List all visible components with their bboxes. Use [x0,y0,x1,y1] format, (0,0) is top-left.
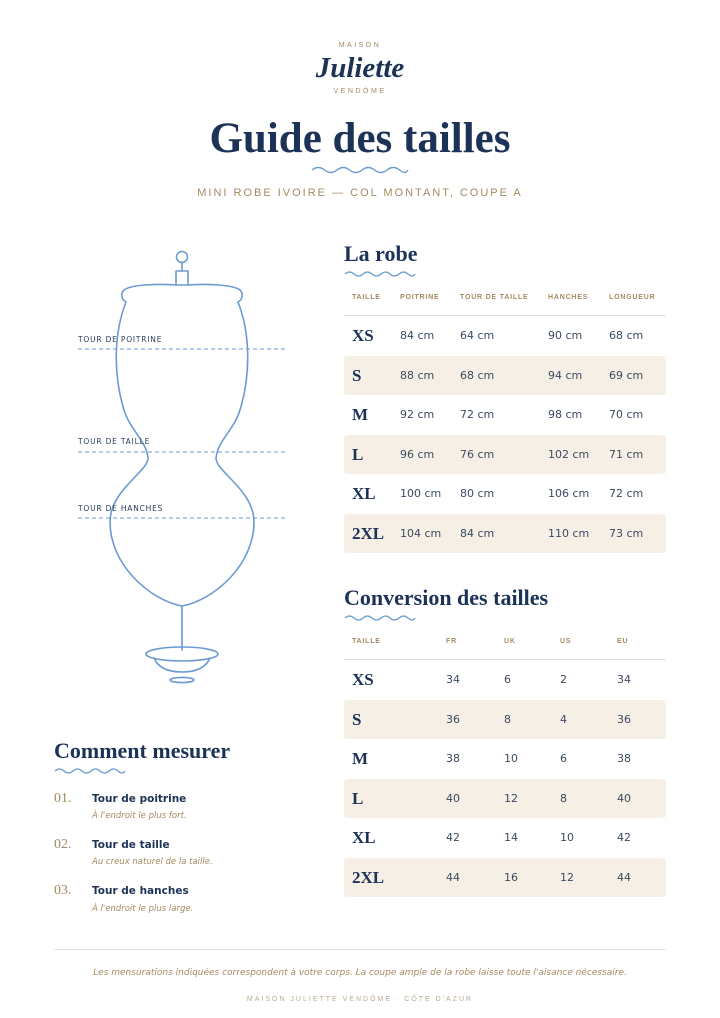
dress-title-wave [344,269,416,279]
fr-cell: 42 [446,831,460,844]
table-row [344,739,666,779]
col-header-size: TAILLE [352,294,381,301]
title-wave-decoration [310,164,410,176]
length-cell: 73 cm [609,526,644,540]
brand-top: MAISON [338,42,382,49]
step-description: Au creux naturel de la taille. [92,857,213,867]
length-cell: 72 cm [609,487,644,500]
bust-cell: 100 cm [400,487,442,500]
table-header [344,624,666,660]
page-title: Guide des tailles [209,115,511,162]
col-header-fr: FR [446,638,457,645]
bust-cell: 96 cm [400,447,435,461]
hips-cell: 106 cm [548,487,590,500]
length-cell: 69 cm [609,368,644,382]
table-row [344,858,666,898]
footer-divider [54,949,666,950]
footer-brand: MAISON JULIETTE VENDÔME · CÔTE D'AZUR [246,996,474,1003]
uk-cell: 10 [504,752,518,765]
hips-cell: 98 cm [548,408,583,421]
col-header-eu: EU [617,638,629,645]
conversion-table [344,624,666,897]
length-cell: 71 cm [609,447,644,461]
step-title: Tour de taille [92,839,170,851]
col-header-length: LONGUEUR [609,294,656,301]
size-cell: L [352,788,364,808]
size-cell: L [352,444,364,464]
size-cell: M [352,749,369,768]
table-row [344,356,666,396]
bust-cell: 92 cm [400,408,435,421]
table-row [344,395,666,435]
col-header-size: TAILLE [352,638,381,645]
conversion-title-wave [344,613,416,623]
hips-cell: 110 cm [548,526,590,540]
step-description: À l'endroit le plus large. [92,904,194,914]
footer-note: Les mensurations indiquées correspondent à votre corps. La coupe ample de la robe laisse toute l'aisance nécessaire. [93,968,627,978]
waist-cell: 80 cm [460,487,495,500]
us-cell: 12 [560,870,574,884]
bust-cell: 84 cm [400,329,435,342]
size-cell: XS [352,670,374,689]
conversion-table-title: Conversion des tailles [344,585,549,610]
step-number: 02. [54,837,72,852]
dress-size-table [344,280,666,553]
dress-table-title: La robe [344,241,418,266]
waist-label: TOUR DE TAILLE [78,437,151,446]
col-header-bust: POITRINE [400,294,440,301]
waist-cell: 68 cm [460,368,495,382]
hips-cell: 90 cm [548,329,583,342]
table-row [344,660,666,700]
uk-cell: 8 [504,712,511,726]
bust-cell: 104 cm [400,526,442,540]
table-header [344,280,666,316]
uk-cell: 12 [504,791,518,805]
size-cell: S [352,709,362,729]
eu-cell: 42 [617,831,631,844]
table-row [344,818,666,858]
fr-cell: 40 [446,791,460,805]
mannequin-illustration [60,240,310,700]
waist-cell: 64 cm [460,329,495,342]
size-cell: M [352,405,369,424]
brand-bottom: VENDÔME [333,88,387,95]
waist-cell: 84 cm [460,526,495,540]
eu-cell: 44 [617,870,631,884]
uk-cell: 6 [504,673,511,686]
eu-cell: 38 [617,752,631,765]
us-cell: 6 [560,752,567,765]
size-cell: 2XL [352,867,385,887]
size-cell: XL [352,484,376,503]
size-cell: XS [352,326,374,345]
eu-cell: 40 [617,791,631,805]
hips-label: TOUR DE HANCHES [78,504,164,513]
length-cell: 68 cm [609,329,644,342]
uk-cell: 14 [504,831,518,844]
hips-cell: 94 cm [548,368,583,382]
fr-cell: 36 [446,712,460,726]
bust-cell: 88 cm [400,368,435,382]
us-cell: 4 [560,712,567,726]
size-cell: S [352,365,362,385]
us-cell: 2 [560,673,567,686]
hips-cell: 102 cm [548,447,590,461]
step-description: À l'endroit le plus fort. [92,811,187,821]
product-subtitle: MINI ROBE IVOIRE — COL MONTANT, COUPE A [197,187,523,199]
col-header-waist: TOUR DE TAILLE [460,294,529,301]
us-cell: 8 [560,791,567,805]
howto-title: Comment mesurer [54,738,231,763]
length-cell: 70 cm [609,408,644,421]
col-header-hips: HANCHES [548,294,589,301]
brand-name: Juliette [315,52,405,84]
table-row [344,316,666,356]
eu-cell: 34 [617,673,631,686]
col-header-uk: UK [504,638,516,645]
waist-cell: 76 cm [460,447,495,461]
bust-label: TOUR DE POITRINE [78,335,163,344]
step-number: 01. [54,791,72,806]
size-cell: 2XL [352,523,385,543]
table-row [344,779,666,819]
fr-cell: 44 [446,870,460,884]
step-title: Tour de poitrine [92,793,187,805]
step-title: Tour de hanches [92,885,189,897]
table-row [344,514,666,554]
uk-cell: 16 [504,870,518,884]
fr-cell: 38 [446,752,460,765]
table-row [344,435,666,475]
us-cell: 10 [560,831,574,844]
col-header-us: US [560,638,572,645]
howto-title-wave [54,766,126,776]
eu-cell: 36 [617,712,631,726]
waist-cell: 72 cm [460,408,495,421]
fr-cell: 34 [446,673,460,686]
size-cell: XL [352,828,376,847]
table-row [344,700,666,740]
table-row [344,474,666,514]
step-number: 03. [54,883,72,898]
